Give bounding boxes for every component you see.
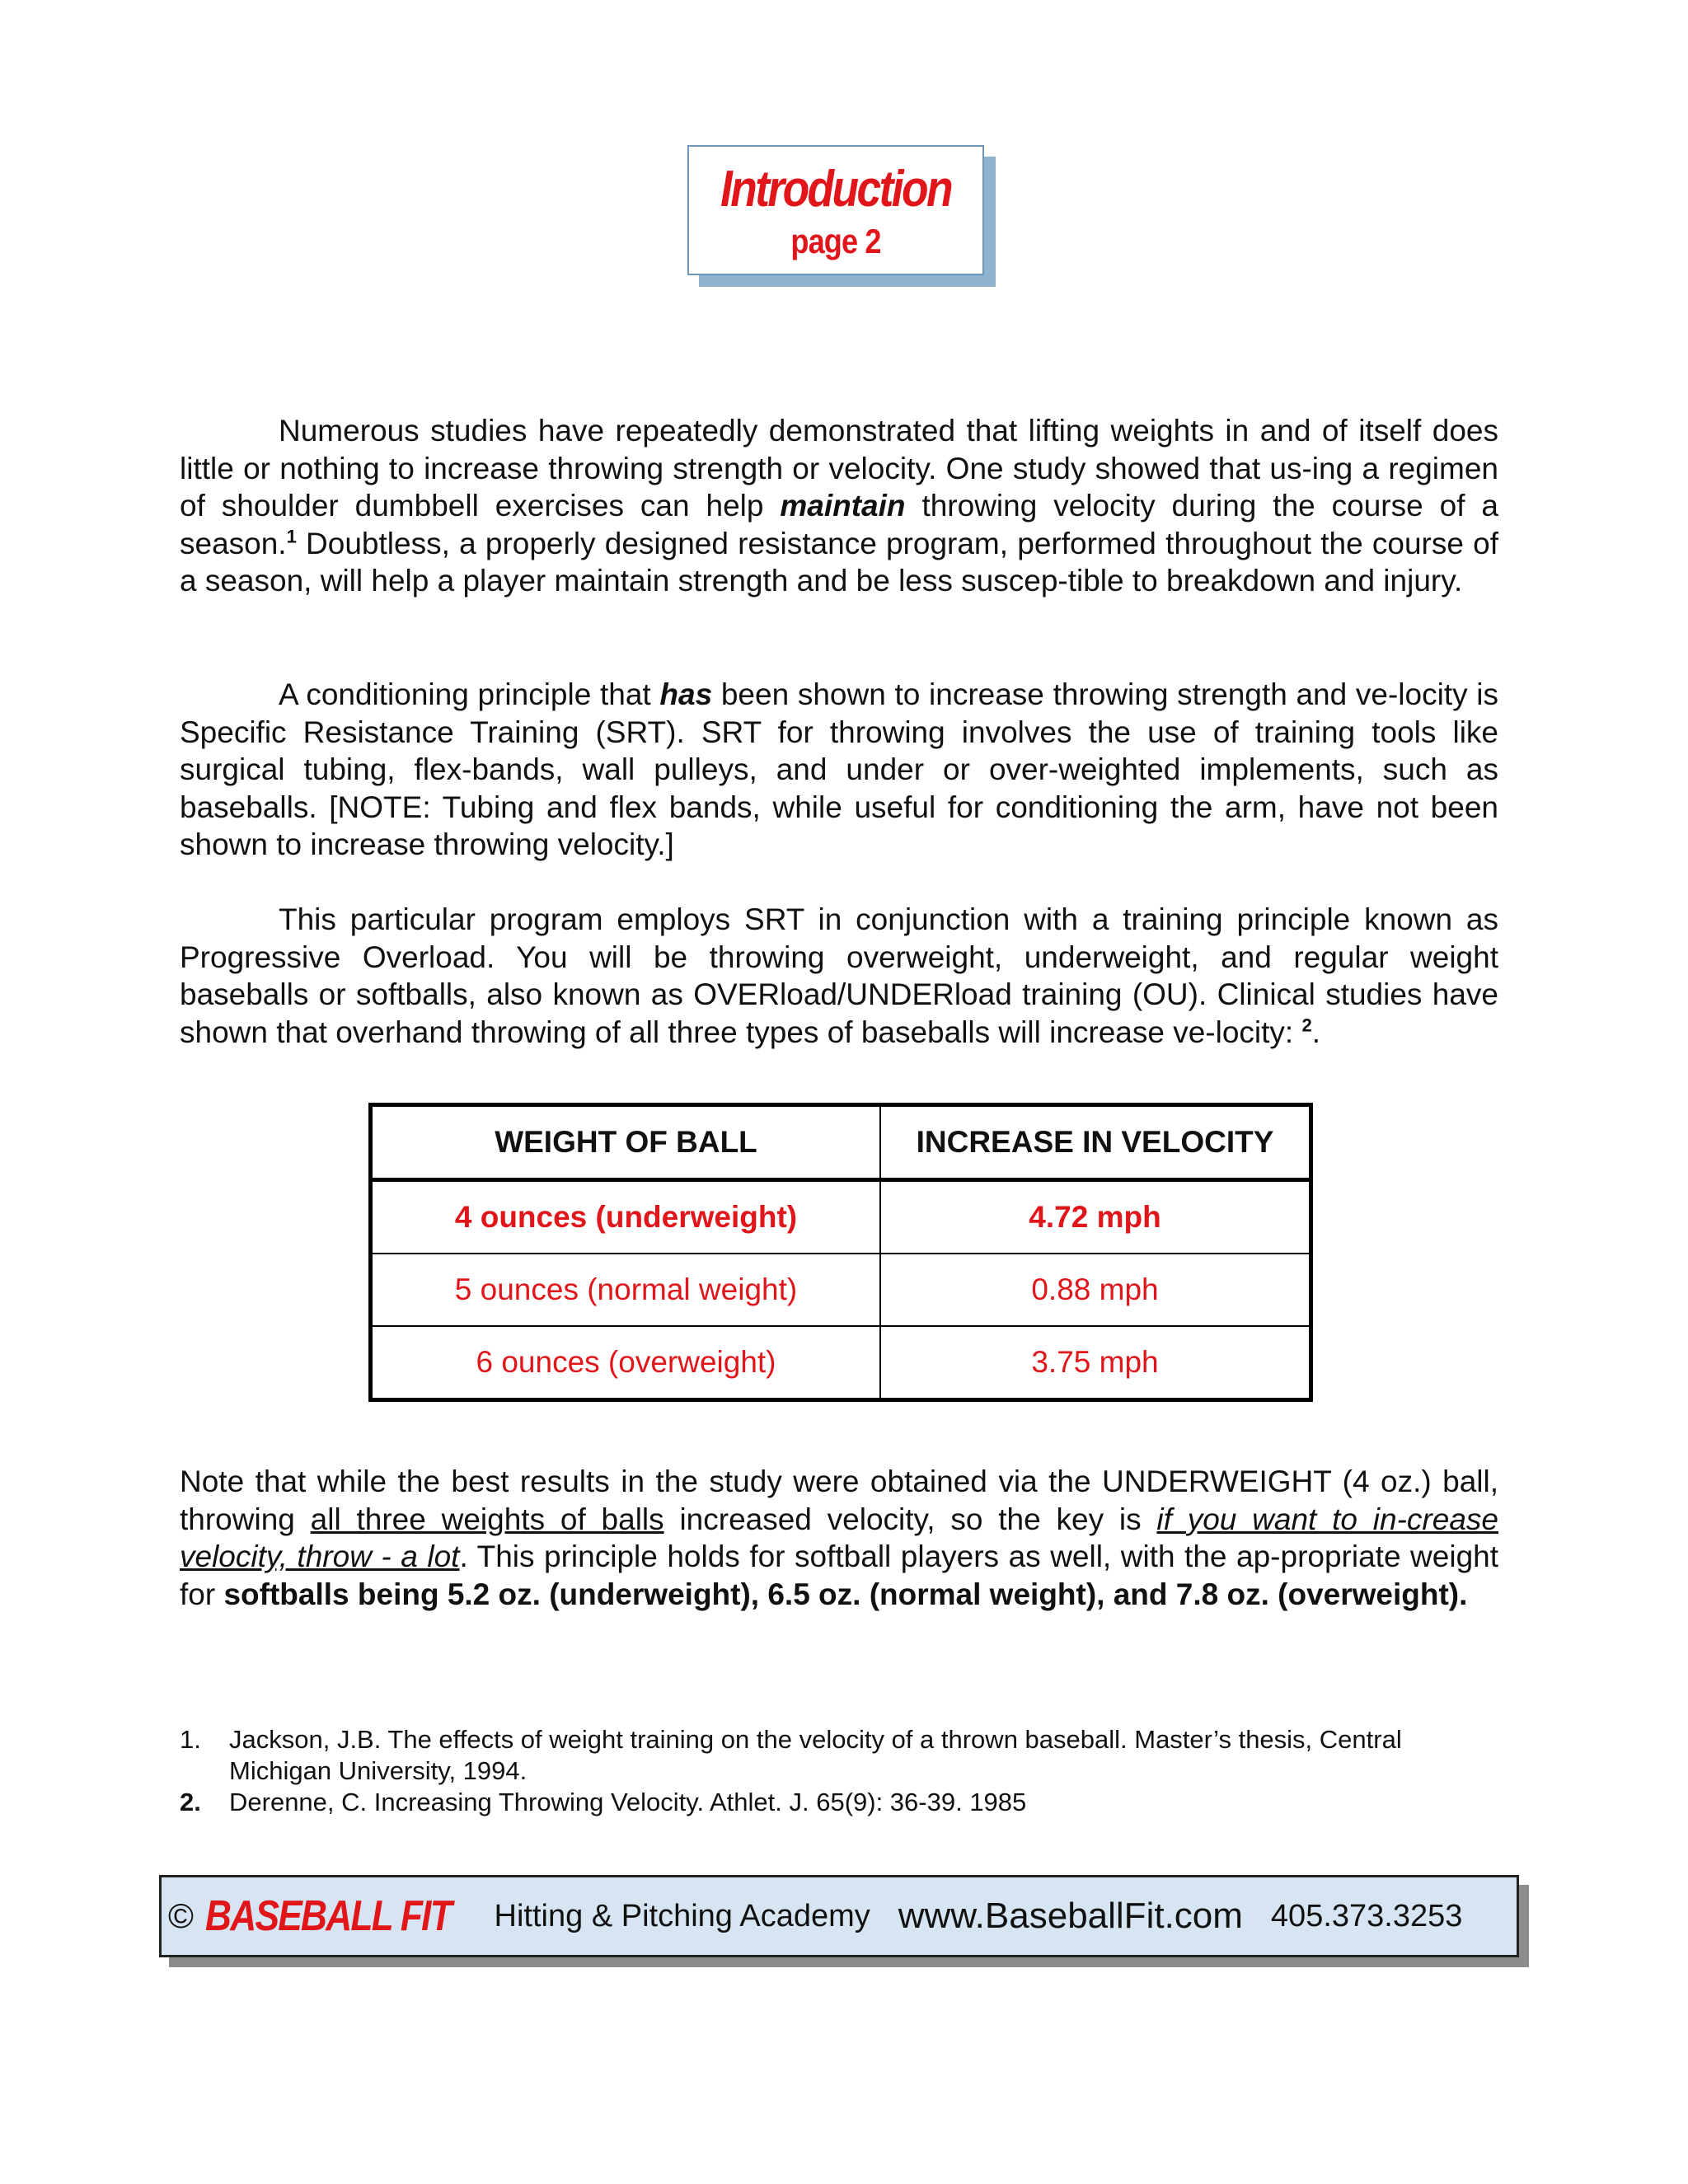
table-cell-weight: 6 ounces (overweight) xyxy=(371,1326,881,1400)
copyright-symbol: © xyxy=(168,1896,194,1935)
footer-banner xyxy=(159,1875,1519,1957)
paragraph-2-emphasis: has xyxy=(659,677,713,711)
table-header-increase: INCREASE IN VELOCITY xyxy=(880,1105,1311,1180)
table-cell-weight: 4 ounces (underweight) xyxy=(371,1180,881,1254)
paragraph-2-part2: been shown to increase throwing strength and ve-locity is Specific Resistance Training (SRT). SRT for throwing involves the use of training tools like surgical tubing, flex-bands, wall pulleys, and under or over-weighted implements, such as baseballs. [NOTE: Tubing and flex bands, while useful for conditioning the arm, have not been shown to increase throwing velocity.] xyxy=(180,677,1499,861)
paragraph-4-bold: softballs being 5.2 oz. (underweight), 6.5 oz. (normal weight), and 7.8 oz. (overweight). xyxy=(223,1577,1468,1611)
table-cell-increase: 3.75 mph xyxy=(880,1326,1311,1400)
footnote-ref-2: 2 xyxy=(1301,1015,1312,1036)
table-row xyxy=(371,1254,1311,1326)
paragraph-4-part2: increased velocity, so the key is xyxy=(663,1502,1157,1536)
paragraph-4-part3: . This principle holds for softball players as well, with the ap-propriate weight for xyxy=(180,1540,1498,1611)
footnote-ref-1: 1 xyxy=(286,526,297,547)
velocity-table xyxy=(368,1103,1313,1402)
paragraph-1-part3: Doubtless, a properly designed resistance program, performed throughout the course of a season, will help a player maintain strength and be less suscep-tible to breakdown and injury. xyxy=(180,526,1498,598)
paragraph-1-emphasis: maintain xyxy=(780,489,906,523)
website-link[interactable]: www.BaseballFit.com xyxy=(898,1896,1243,1936)
table-row xyxy=(371,1180,1311,1254)
academy-name: Hitting & Pitching Academy xyxy=(494,1898,870,1933)
reference-item xyxy=(180,1724,1498,1787)
paragraph-2 xyxy=(180,676,1498,864)
reference-text: Jackson, J.B. The effects of weight training on the velocity of a thrown baseball. Master’s thesis, Central Michigan University, 1994. xyxy=(229,1725,1402,1785)
table-cell-increase: 0.88 mph xyxy=(880,1254,1311,1326)
reference-text: Derenne, C. Increasing Throwing Velocity. Athlet. J. 65(9): 36-39. 1985 xyxy=(229,1788,1027,1816)
footer-box xyxy=(159,1875,1519,1957)
paragraph-4-italic-underlined: if you want to in-crease velocity, throw - a lot xyxy=(180,1502,1498,1573)
paragraph-4 xyxy=(180,1463,1498,1613)
reference-item xyxy=(180,1787,1498,1818)
phone-number: 405.373.3253 xyxy=(1270,1898,1463,1933)
references-list xyxy=(180,1724,1498,1818)
paragraph-3 xyxy=(180,901,1498,1051)
paragraph-1-part2: throwing velocity during the course of a season. xyxy=(180,489,1498,560)
table-row xyxy=(371,1326,1311,1400)
table-header-row xyxy=(371,1105,1311,1180)
page-subtitle: page 2 xyxy=(790,222,881,260)
paragraph-2-part1: A conditioning principle that xyxy=(279,677,660,711)
paragraph-4-underlined: all three weights of balls xyxy=(310,1502,664,1536)
table-cell-weight: 5 ounces (normal weight) xyxy=(371,1254,881,1326)
paragraph-3-part2: . xyxy=(1311,1015,1321,1049)
paragraph-1 xyxy=(180,412,1498,600)
paragraph-1-part1: Numerous studies have repeatedly demonstrated that lifting weights in and of itself does little or nothing to increase throwing strength or velocity. One study showed that us-ing a regimen of shoulder dumbbell exercises can help xyxy=(180,414,1498,523)
title-box xyxy=(687,145,984,275)
table-cell-increase: 4.72 mph xyxy=(880,1180,1311,1254)
paragraph-4-part1: Note that while the best results in the study were obtained via the UNDERWEIGHT (4 oz.) ball, throwing xyxy=(180,1465,1498,1536)
paragraph-3-part1: This particular program employs SRT in conjunction with a training principle known as Progressive Overload. You will be throwing overweight, underweight, and regular weight baseballs or softballs, also known as OVERload/UNDERload training (OU). Clinical studies have shown that overhand throwing of all three types of baseballs will increase ve-locity: xyxy=(180,902,1498,1049)
page-title: Introduction xyxy=(720,161,952,218)
reference-number: 1. xyxy=(180,1725,201,1754)
brand-logo-text: BASEBALL FIT xyxy=(204,1892,451,1940)
reference-number: 2. xyxy=(180,1788,201,1816)
table-header-weight: WEIGHT OF BALL xyxy=(371,1105,881,1180)
title-box-frame xyxy=(687,145,984,275)
